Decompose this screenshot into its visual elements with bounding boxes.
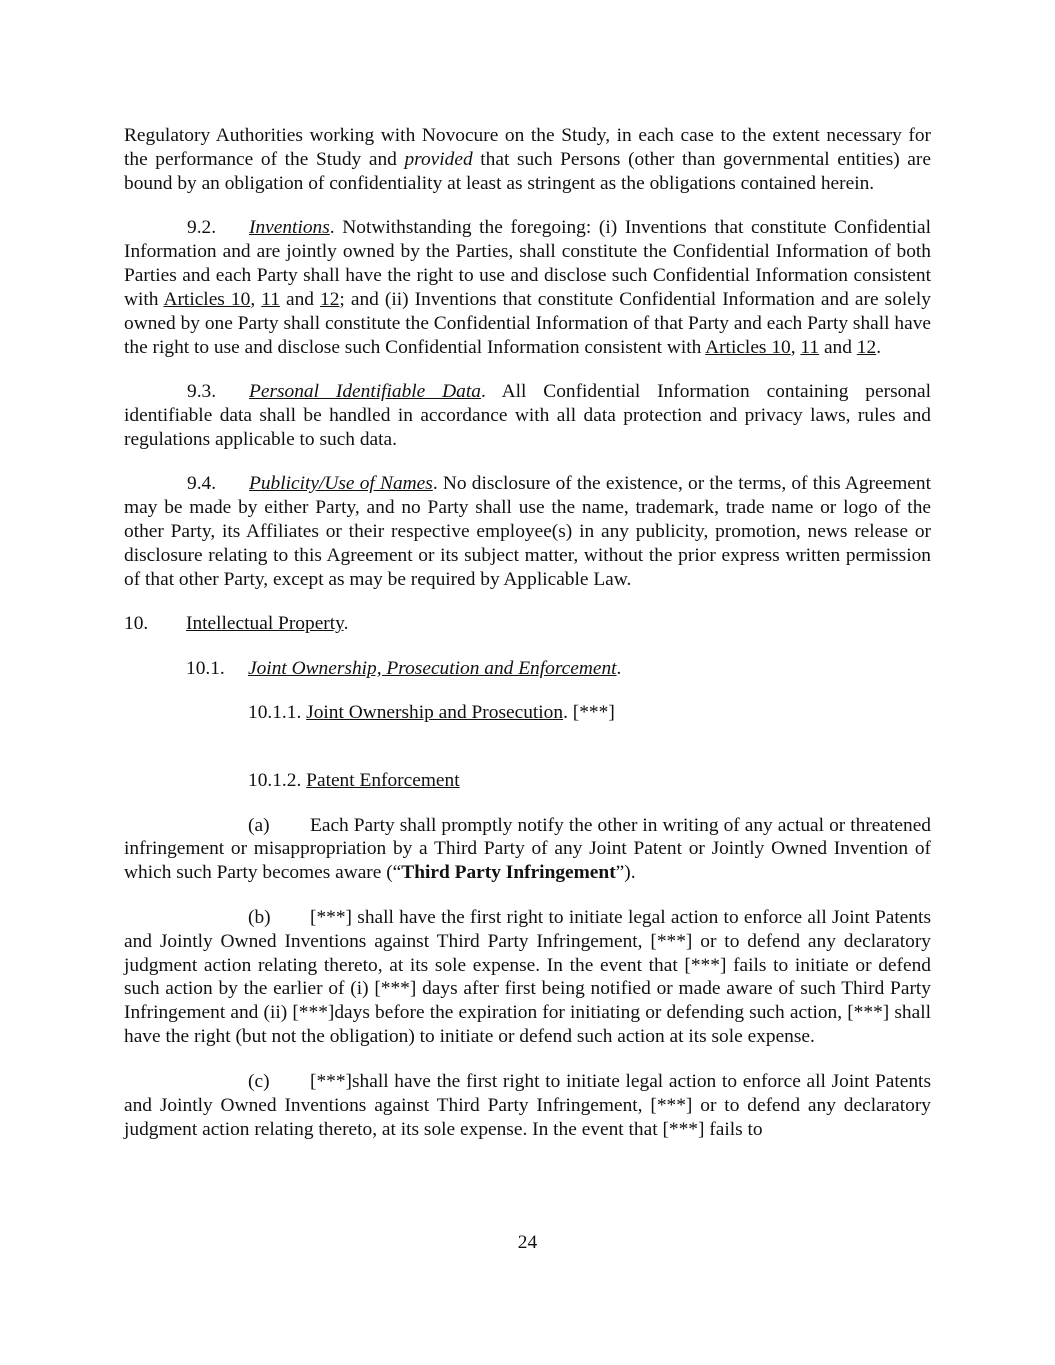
- link-articles-10: Articles 10: [705, 336, 791, 358]
- link-12: 12: [320, 288, 340, 310]
- article-title: Intellectual Property: [186, 613, 344, 635]
- section-title: Inventions: [249, 217, 330, 239]
- carryover-paragraph: Regulatory Authorities working with Novocure on the Study, in each case to the extent necessary for the performance of the Study and provided that such Persons (other than governmental entities) are bound by an obligation of confidentiality at least as stringent as the obligations contained herein.: [124, 125, 931, 194]
- section-9-4: 9.4. Publicity/Use of Names. No disclosure of the existence, or the terms, of this Agreement may be made by either Party, and no Party shall use the name, trademark, trade name or logo of the other Party, its Affiliates or their respective employee(s) in any publicity, promotion, news release or disclosure relating to this Agreement or its subject matter, without the prior express written permission of that other Party, except as may be required by Applicable Law.: [124, 473, 932, 590]
- section-title: Patent Enforcement: [306, 770, 460, 792]
- paragraph-b: (b) [***] shall have the first right to initiate legal action to enforce all Joint Patents and Jointly Owned Inventions against Third Party Infringement, [***] or to defend any declaratory judgment action relating thereto, at its sole expense. In the event that [***] fails to initiate or defend such action by the earlier of (i) [***] days after first being notified or made aware of such Third Party Infringement and (ii) [***]days before the expiration for initiating or defending such action, [***] shall have the right (but not the obligation) to initiate or defend such action at its sole expense.: [124, 906, 931, 1048]
- section-9-3: 9.3. Personal Identifiable Data. All Confidential Information containing personal identifiable data shall be handled in accordance with all data protection and privacy laws, rules and regulations applicable to such data.: [124, 381, 931, 450]
- section-number: 9.2.: [187, 217, 217, 239]
- section-title: Joint Ownership, Prosecution and Enforcement: [248, 657, 617, 679]
- section-title: Joint Ownership and Prosecution: [306, 702, 564, 724]
- section-number: 10.1.: [186, 657, 225, 679]
- defined-term: Third Party Infringement: [401, 862, 616, 884]
- article-10-heading: 10. Intellectual Property.: [124, 613, 349, 635]
- section-title: Publicity/Use of Names: [249, 473, 433, 495]
- section-number: 10.1.2.: [248, 770, 307, 792]
- section-title: Personal Identifiable Data: [249, 381, 481, 403]
- page-number: 24: [517, 1232, 538, 1253]
- article-number: 10.: [124, 613, 149, 635]
- section-10-1-heading: 10.1. Joint Ownership, Prosecution and Enforcement.: [186, 657, 622, 679]
- link-12: 12: [856, 336, 877, 358]
- link-11: 11: [800, 336, 820, 358]
- link-11: 11: [261, 288, 280, 310]
- section-number: 10.1.1.: [248, 702, 307, 724]
- section-number: 9.3.: [187, 381, 217, 403]
- paragraph-a: (a) Each Party shall promptly notify the other in writing of any actual or threatened infringement or misappropriation by a Third Party of any Joint Patent or Jointly Owned Invention of which such Party becomes aware (“Third Party Infringement”).: [124, 814, 931, 884]
- section-9-2: 9.2. Inventions. Notwithstanding the foregoing: (i) Inventions that constitute Confidential Information and are jointly owned by the Parties, shall constitute the Confidential Information of both Parties and each Party shall have the right to use and disclose such Confidential Information consistent with Articles 10, 11 and 12; and (ii) Inventions that constitute Confidential Information and are solely owned by one Party shall constitute the Confidential Information of that Party and each Party shall have the right to use and disclose such Confidential Information consistent with Articles 10, 11 and 12.: [124, 217, 931, 358]
- section-number: 9.4.: [187, 473, 217, 495]
- section-10-1-2: [124, 769, 931, 793]
- document-page: [124, 124, 931, 1141]
- paragraph-c: (c) [***]shall have the first right to initiate legal action to enforce all Joint Patents and Jointly Owned Inventions against Third Party Infringement, [***] or to defend any declaratory judgment action relating thereto, at its sole expense. In the event that [***] fails to: [124, 1070, 931, 1140]
- link-articles-10: Articles 10: [163, 288, 251, 310]
- paragraph-label: (c): [248, 1070, 270, 1092]
- paragraph-label: (a): [248, 814, 270, 836]
- paragraph-label: (b): [248, 906, 271, 928]
- italic-provided: provided: [404, 148, 473, 170]
- section-10-1-1: 10.1.1. Joint Ownership and Prosecution. [***]: [248, 702, 615, 724]
